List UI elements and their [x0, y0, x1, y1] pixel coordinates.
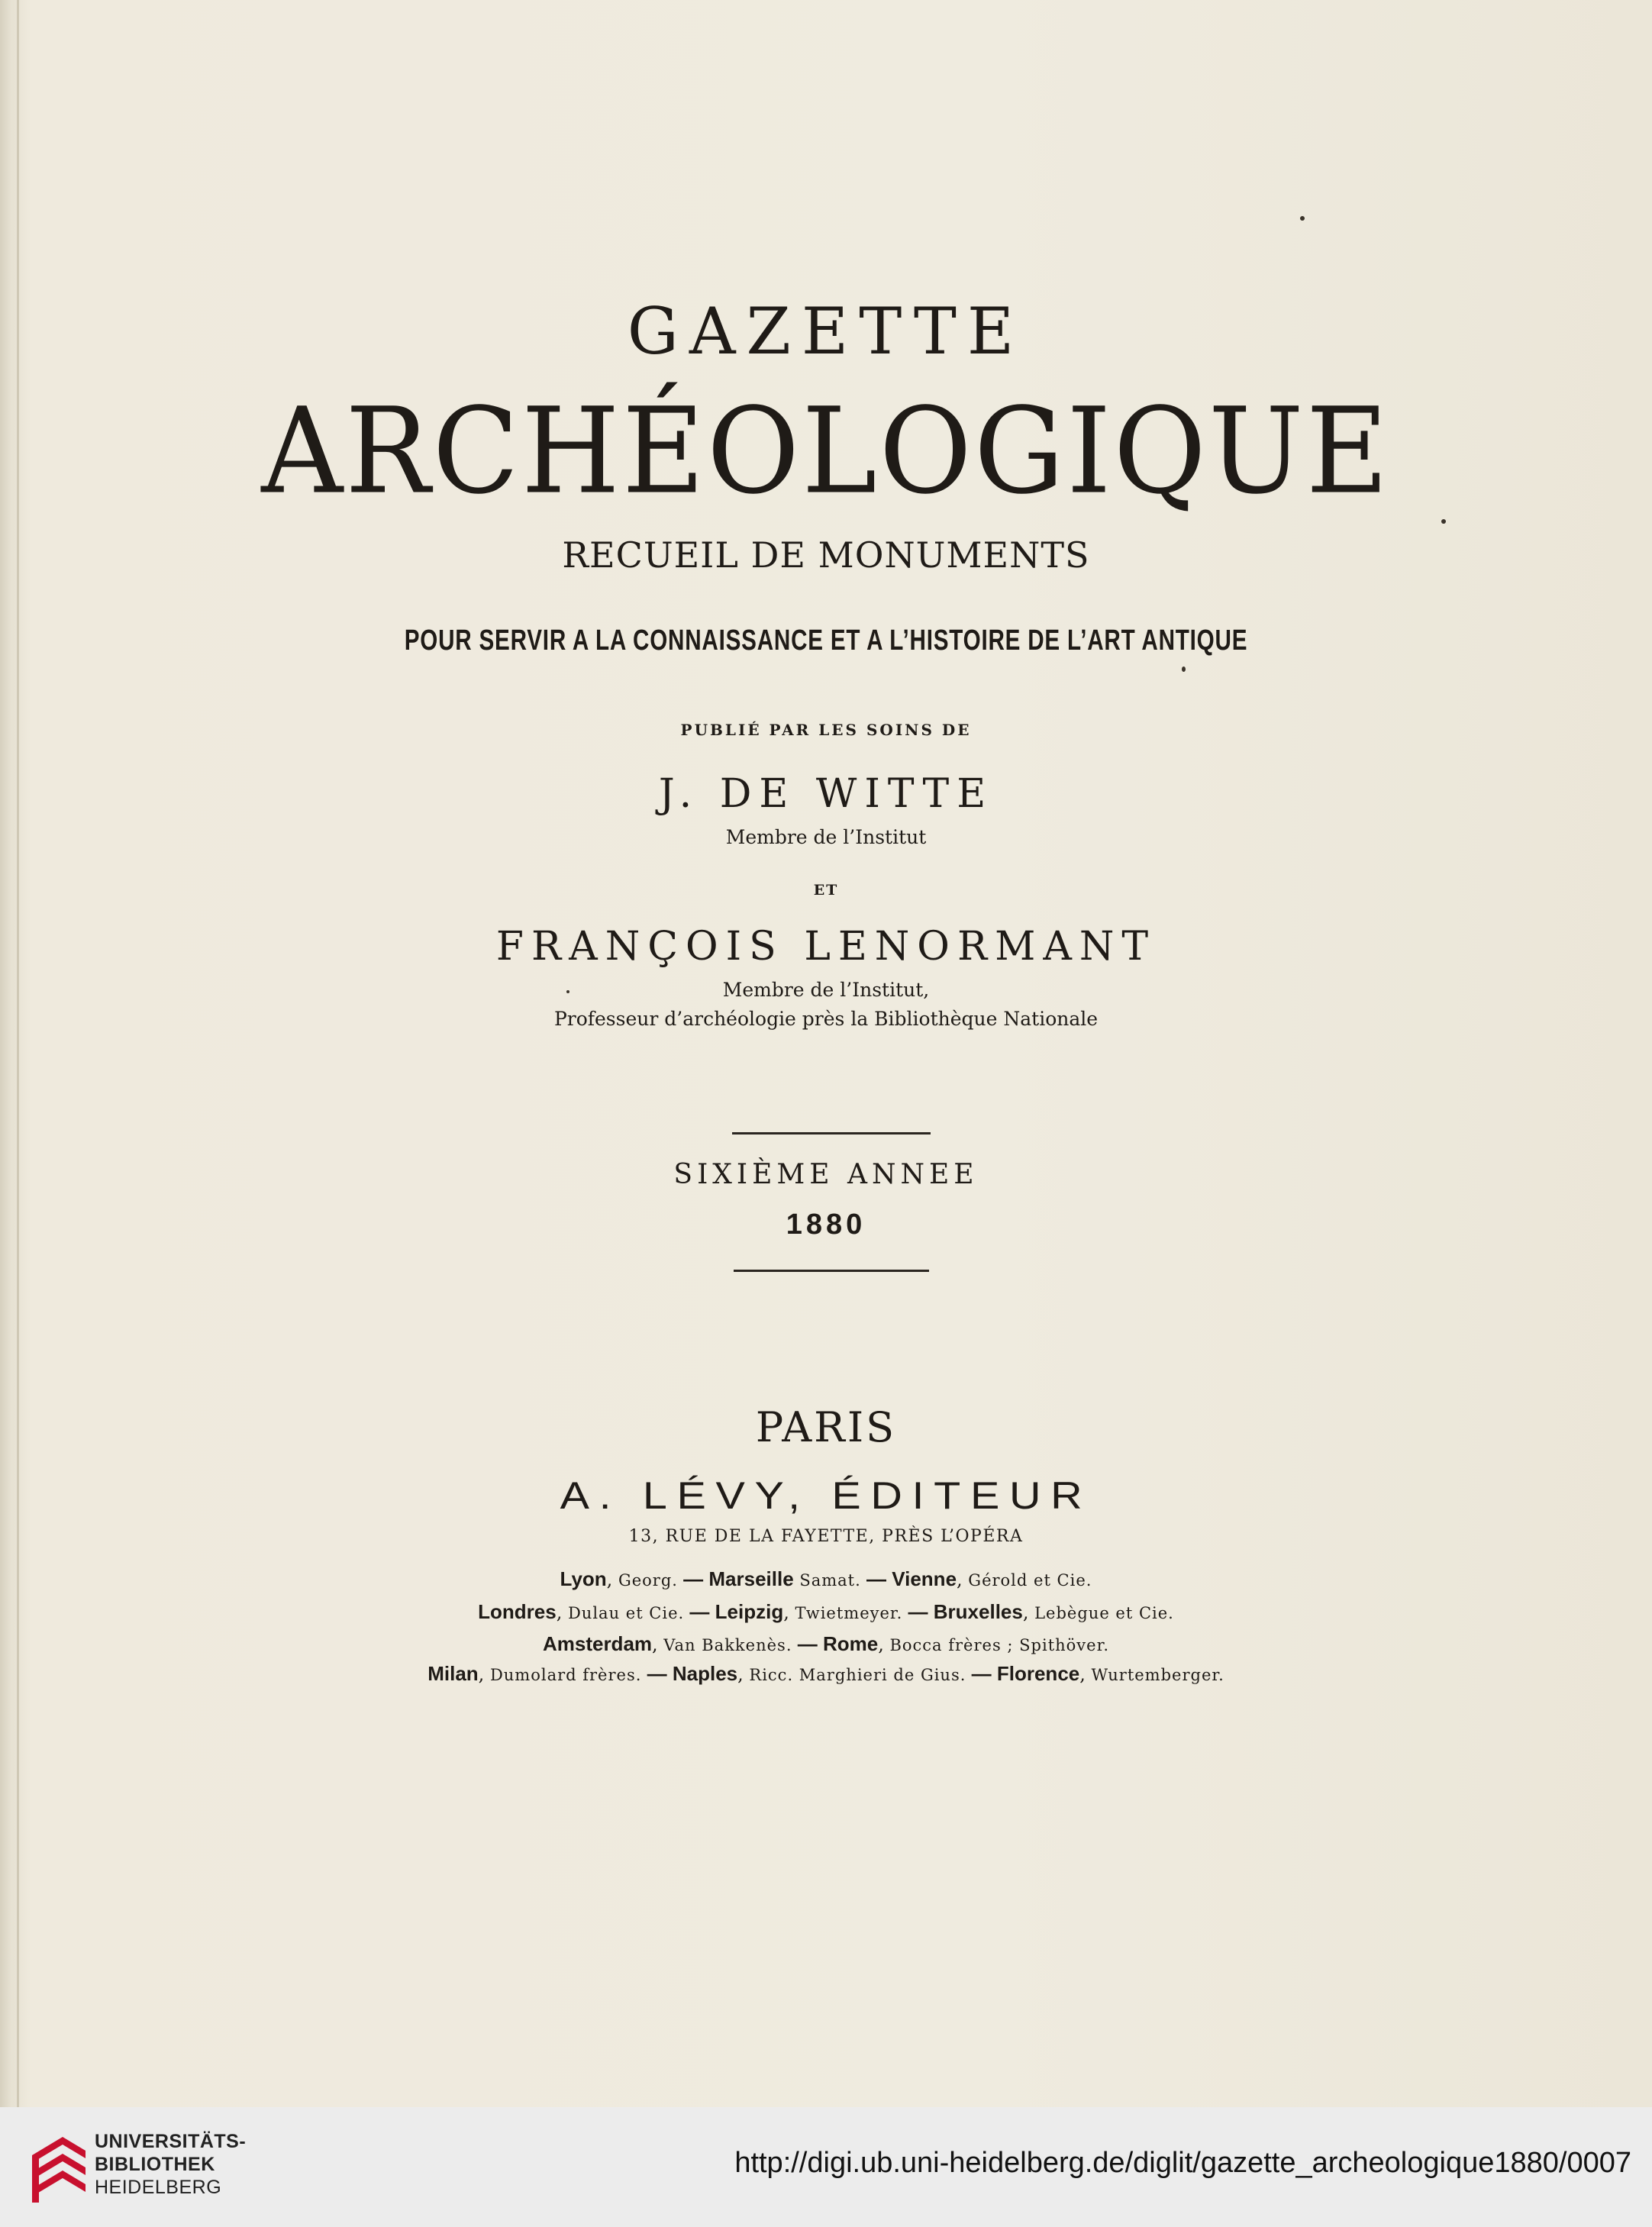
imprint-publisher: A. LÉVY, ÉDITEUR — [560, 1474, 1092, 1517]
conjunction-et: ET — [813, 882, 839, 899]
library-logo-icon — [29, 2125, 89, 2210]
title-archeologique: ARCHÉOLOGIQUE — [261, 382, 1391, 521]
year-label: 1880 — [786, 1209, 866, 1241]
separator: , — [478, 1664, 490, 1685]
volume-label: SIXIÈME ANNEE — [673, 1159, 979, 1190]
separator: , — [652, 1634, 664, 1655]
paper-speck — [1441, 519, 1446, 524]
distributor-city: Milan — [428, 1662, 479, 1685]
distributor-name: Wurtemberger. — [1091, 1666, 1224, 1684]
distributor-name: Ricc. Marghieri de Gius. — [749, 1666, 966, 1684]
logo-line-2: BIBLIOTHEK — [95, 2154, 215, 2175]
permalink-url[interactable]: http://digi.ub.uni-heidelberg.de/diglit/gazette_archeologique1880/0007 — [734, 2147, 1631, 2179]
imprint-city: PARIS — [755, 1403, 897, 1451]
editor-name-de-witte: J. DE WITTE — [658, 771, 994, 817]
editor-title-de-witte: Membre de l’Institut — [725, 826, 927, 848]
distributor-name: Twietmeyer. — [795, 1604, 903, 1622]
distributor-city: — Leipzig — [684, 1600, 784, 1623]
title-gazette: GAZETTE — [627, 294, 1025, 369]
paper-speck — [1182, 666, 1186, 672]
subtitle-pour-servir: POUR SERVIR A LA CONNAISSANCE ET A L’HISTOIRE DE L’ART ANTIQUE — [404, 625, 1248, 657]
published-by-line: PUBLIÉ PAR LES SOINS DE — [680, 721, 972, 739]
distributor-name: Dumolard frères. — [489, 1666, 642, 1684]
distributor-name: Samat. — [799, 1571, 861, 1590]
distributor-city: — Naples — [641, 1662, 738, 1685]
editor-name-lenormant: FRANÇOIS LENORMANT — [495, 924, 1157, 970]
separator: , — [737, 1664, 750, 1685]
distributor-line — [0, 1662, 1652, 1686]
separator: , — [606, 1569, 618, 1590]
paper-speck — [1300, 216, 1305, 221]
distributor-name: Dulau et Cie. — [567, 1604, 685, 1622]
imprint-address: 13, RUE DE LA FAYETTE, PRÈS L’OPÉRA — [628, 1527, 1024, 1546]
separator: , — [957, 1569, 969, 1590]
separator: , — [878, 1634, 890, 1655]
distributor-name: Bocca frères ; Spithöver. — [889, 1636, 1110, 1654]
separator: , — [783, 1602, 795, 1623]
paper-speck — [566, 990, 569, 993]
divider-bottom — [734, 1270, 929, 1272]
distributor-name: Van Bakkenès. — [663, 1636, 792, 1654]
distributor-city: — Vienne — [860, 1567, 957, 1590]
distributor-city: — Bruxelles — [902, 1600, 1023, 1623]
distributor-city: — Marseille — [677, 1567, 794, 1590]
divider-top — [732, 1132, 931, 1134]
separator: , — [556, 1602, 568, 1623]
separator: , — [1079, 1664, 1092, 1685]
logo-line-3: HEIDELBERG — [95, 2177, 222, 2198]
subtitle-recueil: RECUEIL DE MONUMENTS — [562, 534, 1090, 576]
distributor-city: Londres — [478, 1600, 557, 1623]
distributor-name: Lebègue et Cie. — [1034, 1604, 1174, 1622]
distributor-line — [0, 1567, 1652, 1591]
editor-title-lenormant-2: Professeur d’archéologie près la Bibliothèque Nationale — [553, 1008, 1099, 1030]
distributor-name: Georg. — [618, 1571, 678, 1590]
library-logo-text — [95, 2130, 246, 2199]
editor-title-lenormant-1: Membre de l’Institut, — [722, 979, 930, 1001]
distributor-line — [0, 1600, 1652, 1624]
distributor-city: Amsterdam — [542, 1632, 653, 1655]
distributor-line — [0, 1632, 1652, 1656]
logo-line-1: UNIVERSITÄTS- — [95, 2131, 247, 2152]
distributor-name: Gérold et Cie. — [968, 1571, 1092, 1590]
distributor-city: Lyon — [560, 1567, 607, 1590]
distributor-city: — Florence — [966, 1662, 1080, 1685]
distributor-city: — Rome — [792, 1632, 879, 1655]
separator: , — [1022, 1602, 1035, 1623]
